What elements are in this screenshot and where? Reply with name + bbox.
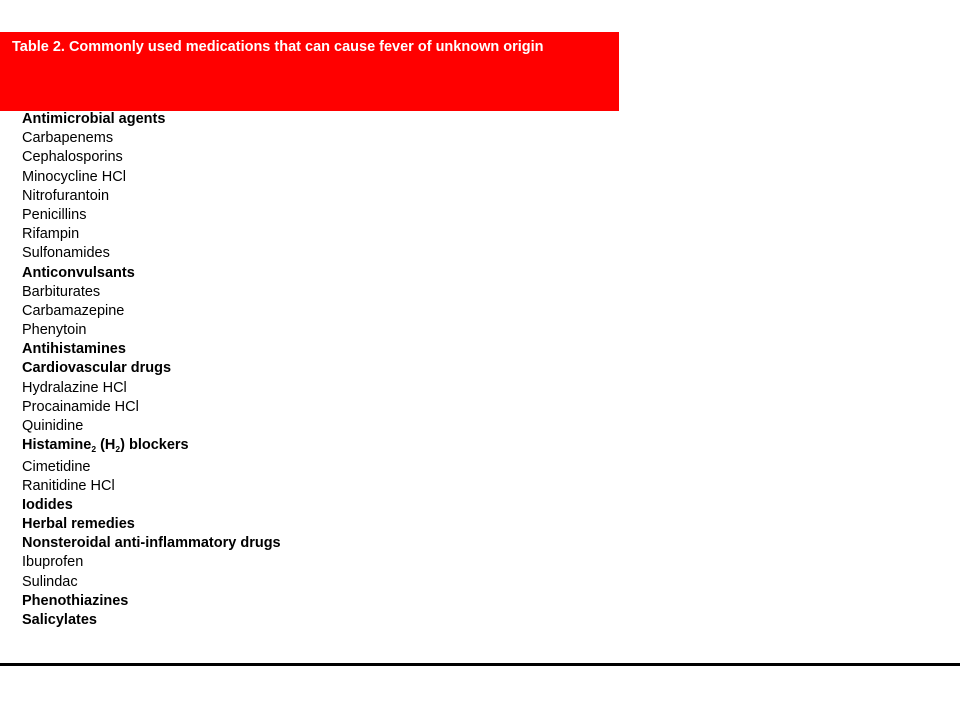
medication-item: Nitrofurantoin bbox=[22, 187, 110, 204]
category-heading-h2-blockers bbox=[22, 436, 281, 457]
medication-item: Ranitidine HCl bbox=[22, 477, 115, 494]
category-heading-anticonvulsants: Anticonvulsants bbox=[22, 264, 135, 281]
medication-item: Cimetidine bbox=[22, 458, 91, 475]
medication-item: Cephalosporins bbox=[22, 149, 123, 166]
medication-item: Procainamide HCl bbox=[22, 398, 139, 415]
h2-label-part2: (H bbox=[96, 437, 116, 454]
medication-item: Phenytoin bbox=[22, 322, 87, 339]
medication-item: Carbapenems bbox=[22, 130, 114, 147]
category-heading-herbal: Herbal remedies bbox=[22, 516, 135, 533]
bottom-divider bbox=[0, 663, 960, 666]
medication-item: Penicillins bbox=[22, 206, 87, 223]
medication-item: Ibuprofen bbox=[22, 554, 84, 571]
category-heading-antimicrobial: Antimicrobial agents bbox=[22, 111, 166, 127]
h2-subscript: 2 bbox=[115, 444, 121, 455]
category-heading-salicylates: Salicylates bbox=[22, 612, 97, 628]
category-heading-cardiovascular: Cardiovascular drugs bbox=[22, 360, 172, 377]
medication-item: Sulindac bbox=[22, 573, 78, 590]
medication-item: Quinidine bbox=[22, 418, 84, 434]
medication-item: Sulfonamides bbox=[22, 245, 110, 262]
category-heading-antihistamines: Antihistamines bbox=[22, 341, 126, 358]
h2-label-part1: Histamine bbox=[22, 437, 92, 454]
medication-item: Carbamazepine bbox=[22, 302, 125, 319]
table-title: Table 2. Commonly used medications that can cause fever of unknown origin bbox=[12, 39, 544, 55]
medication-item: Barbiturates bbox=[22, 283, 101, 300]
category-heading-nsaids: Nonsteroidal anti-inflammatory drugs bbox=[22, 535, 281, 552]
title-band bbox=[0, 32, 619, 111]
category-heading-iodides: Iodides bbox=[22, 496, 73, 513]
category-heading-phenothiazines: Phenothiazines bbox=[22, 592, 129, 609]
medication-item: Rifampin bbox=[22, 226, 80, 243]
h2-subscript: 2 bbox=[91, 444, 97, 455]
h2-label-part3: ) blockers bbox=[120, 437, 189, 454]
medication-item: Hydralazine HCl bbox=[22, 379, 127, 396]
medication-item: Minocycline HCl bbox=[22, 168, 126, 185]
medication-list bbox=[22, 110, 281, 630]
